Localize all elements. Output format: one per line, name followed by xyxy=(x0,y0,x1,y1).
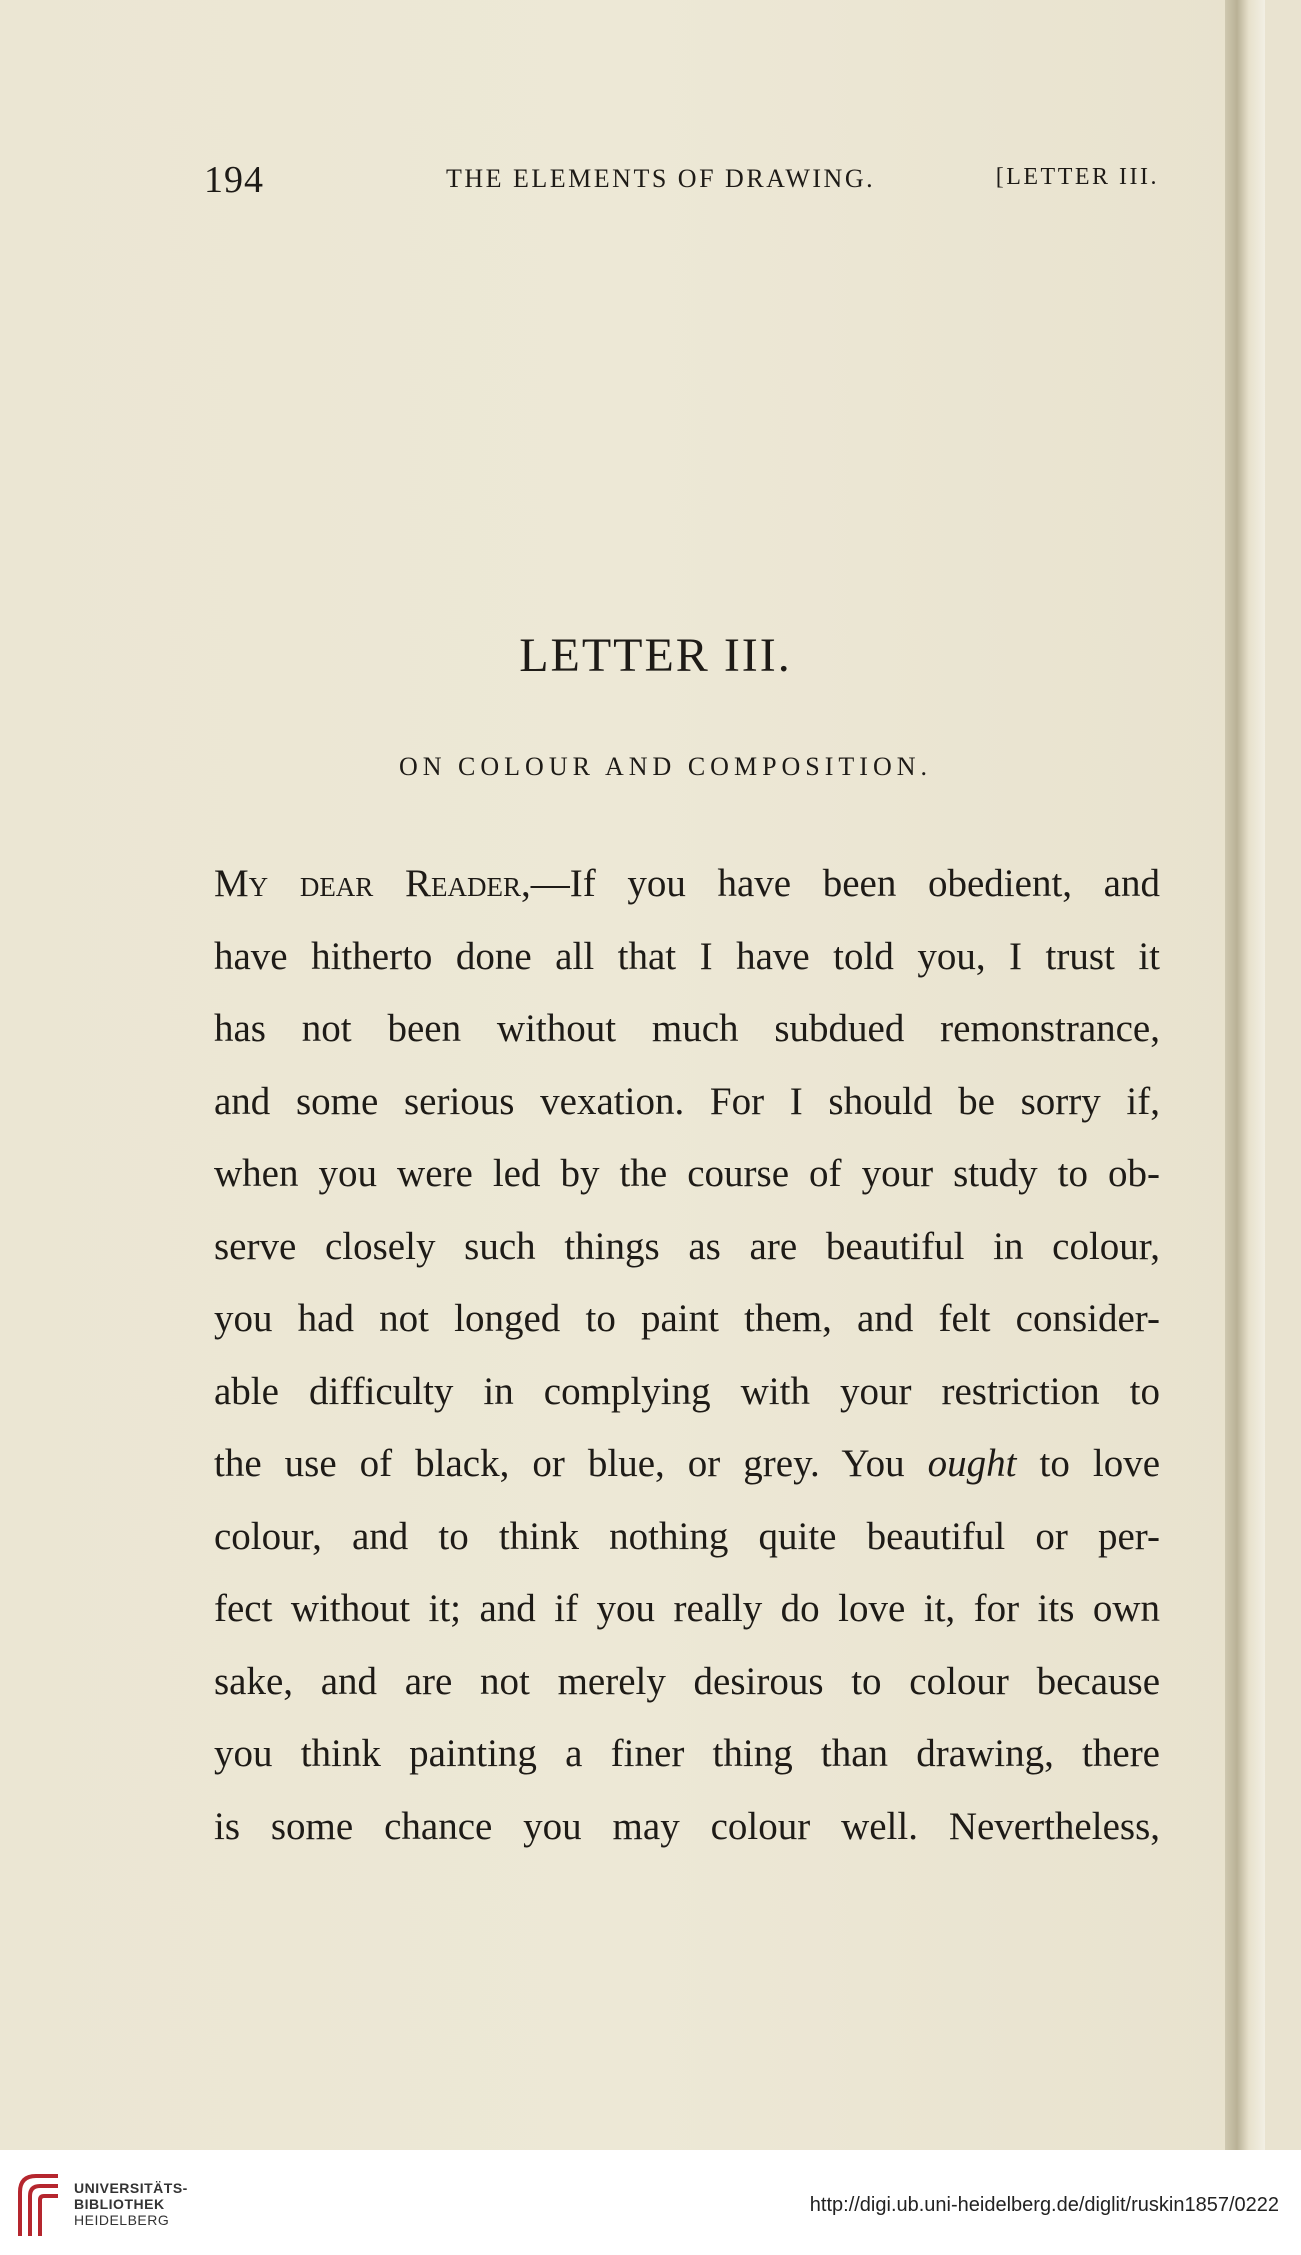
text-line: the use of black, or blue, or grey. You ought to love xyxy=(214,1442,1161,1485)
text-line: My dear Reader,—If you have been obedient, and xyxy=(214,862,1160,905)
text-line: you think painting a finer thing than drawing, there xyxy=(214,1732,1160,1775)
text-line: sake, and are not merely desirous to colour because xyxy=(214,1659,1160,1703)
italic-word: ought xyxy=(927,1442,1017,1485)
text-line: and some serious vexation. For I should be sorry if, xyxy=(214,1079,1160,1123)
library-name: UNIVERSITÄTS- BIBLIOTHEK HEIDELBERG xyxy=(74,2180,188,2228)
text-line: able difficulty in complying with your restriction to xyxy=(214,1369,1160,1413)
text-line: has not been without much subdued remonstrance, xyxy=(214,1007,1160,1050)
text-line: is some chance you may colour well. Nevertheless, xyxy=(214,1804,1160,1848)
letter-subtitle: ON COLOUR AND COMPOSITION. xyxy=(398,752,933,781)
source-url-link[interactable]: http://digi.ub.uni-heidelberg.de/diglit/ruskin1857/0222 xyxy=(809,2194,1279,2216)
running-title: THE ELEMENTS OF DRAWING. xyxy=(446,164,876,193)
library-logo-icon xyxy=(14,2170,64,2238)
page-edge-shadow xyxy=(1225,0,1265,2150)
footer-bar xyxy=(0,2150,1301,2255)
text-line: have hitherto done all that I have told you, I trust it xyxy=(214,934,1160,978)
text-line: colour, and to think nothing quite beautiful or per- xyxy=(214,1514,1160,1558)
text-line: fect without it; and if you really do love it, for its own xyxy=(214,1587,1160,1630)
letter-title: LETTER III. xyxy=(519,629,792,682)
page-number: 194 xyxy=(204,159,264,201)
text-line: when you were led by the course of your study to ob- xyxy=(214,1152,1160,1195)
text-line: you had not longed to paint them, and felt consider- xyxy=(214,1297,1160,1340)
body-text xyxy=(214,848,1160,1863)
text-line: serve closely such things as are beautiful in colour, xyxy=(214,1224,1160,1268)
salutation: My dear Reader, xyxy=(214,862,531,905)
running-section: [LETTER III. xyxy=(995,164,1159,190)
